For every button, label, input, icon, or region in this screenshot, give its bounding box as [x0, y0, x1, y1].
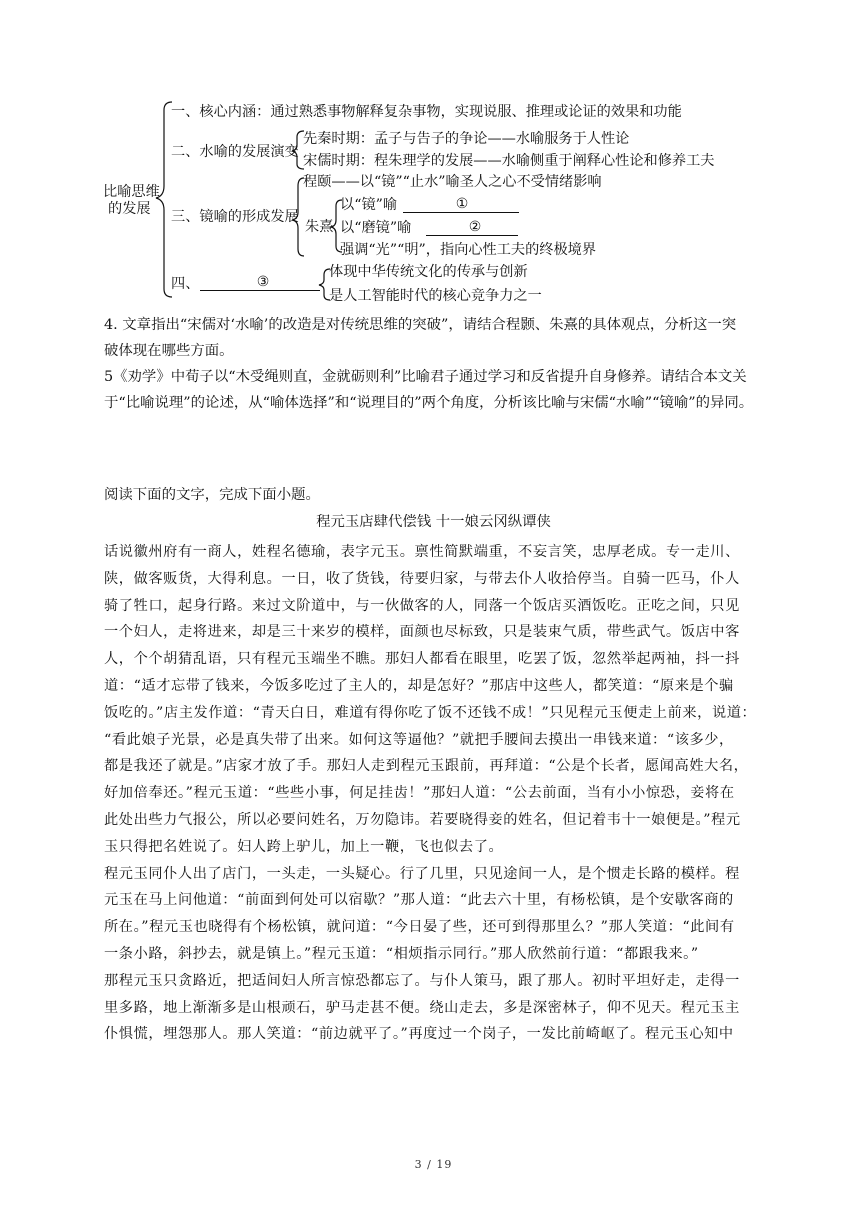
- passage-line: 话说徽州府有一商人，姓程名德瑜，表字元玉。禀性简默端重，不妄言笑，忠厚老成。专一走川、: [104, 544, 740, 560]
- question-5-line: 5《劝学》中荀子以“木受绳则直，金就砺则利”比喻君子通过学习和反省提升自身修养。请结合本文关: [104, 369, 747, 385]
- passage-line: 一条小路，斜抄去，就是镇上。”程元玉道：“相烦指示同行。”那人欣然前行道：“都跟我来。”: [104, 945, 699, 962]
- zhuxi-mirror: 以“镜”喻: [340, 197, 398, 213]
- question-4: [104, 312, 784, 364]
- blank-3-line: [200, 290, 320, 291]
- part4-ai-competitiveness: 是人工智能时代的核心竞争力之一: [329, 288, 542, 304]
- passage-line: “看此娘子光景，必是真失带了出来。如何这等逼他？”就把手腰间去摸出一串钱来道：“该多少，: [104, 731, 734, 748]
- zhuxi-polish-mirror: 以“磨镜”喻: [340, 220, 412, 236]
- page-number: 3 / 19: [414, 1158, 453, 1171]
- root-label-line1: 比喻思维: [103, 184, 160, 200]
- passage-line: 好加倍奉还。”程元玉道：“些些小事，何足挂齿！”那妇人道：“公去前面，当有小小惊恐，妾将在: [104, 785, 735, 802]
- passage-line: 玉只得把名姓说了。妇人跨上驴儿，加上一鞭，飞也似去了。: [104, 838, 504, 855]
- question-4-line: 破体现在哪些方面。: [104, 343, 234, 359]
- passage-line: 此处出些力气报公，所以必要问姓名，万勿隐讳。若要晓得妾的姓名，但记着韦十一娘便是。”程元: [104, 811, 741, 828]
- branch-mirror-metaphor: 三、镜喻的形成发展: [171, 209, 299, 225]
- root-label-line2: 的发展: [108, 201, 151, 217]
- passage-line: 程元玉同仆人出了店门，一头走，一头疑心。行了几里，只见途间一人，是个惯走长路的模样。程: [104, 865, 740, 882]
- zhuxi-light: 强调“光”“明”，指向心性工夫的终极境界: [340, 242, 597, 258]
- passage-line: 所在。”程元玉也晓得有个杨松镇，就问道：“今日晏了些，还可到得那里么？”那人笑道：“此间有: [104, 919, 735, 936]
- passage-title: 程元玉店肆代偿钱 十一娘云冈纵谭侠: [316, 514, 551, 530]
- branch-four: 四、: [171, 276, 200, 292]
- question-4-line: 4. 文章指出“宋儒对‘水喻’的改造是对传统思维的突破”，请结合程颢、朱熹的具体观点，分析这一突: [104, 317, 737, 333]
- passage-line: 那程元玉只贪路近，把适间妇人所言惊恐都忘了。与仆人策马，跟了那人。初时平坦好走，走得一: [104, 972, 740, 989]
- reading-instruction: 阅读下面的文字，完成下面小题。: [104, 487, 320, 503]
- question-5-line: 于“比喻说理”的论述，从“喻体选择”和“说理目的”两个角度，分析该比喻与宋儒“水喻”“镜喻”的异同。: [104, 395, 754, 411]
- passage-line: 骑了牲口，起身行路。来过文阶道中，与一伙做客的人，同落一个饭店买酒饭吃。正吃之间，只见: [104, 597, 740, 614]
- passage-line: 元玉在马上问他道：“前面到何处可以宿歇？”那人道：“此去六十里，有杨松镇，是个安歇客商的: [104, 892, 734, 909]
- question-5: [104, 364, 784, 416]
- branch-core-meaning: 一、核心内涵：通过熟悉事物解释复杂事物，实现说服、推理或论证的效果和功能: [171, 104, 682, 120]
- water-pre-qin: 先秦时期：孟子与告子的争论——水喻服务于人性论: [303, 131, 630, 147]
- passage-line: 里多路，地上渐渐多是山根顽石，驴马走甚不便。绕山走去，多是深密林子，仰不见天。程元玉主: [104, 999, 740, 1016]
- branch-water-metaphor: 二、水喻的发展演变: [171, 144, 299, 160]
- passage-line: 仆惧慌，埋怨那人。那人笑道：“前边就平了。”再度过一个岗子，一发比前崎岖了。程元玉心知中: [104, 1026, 734, 1043]
- passage-line: 人，个个胡猜乱语，只有程元玉端坐不瞧。那妇人都看在眼里，吃罢了饭，忽然举起两袖，抖一抖: [104, 651, 740, 668]
- passage-line: 陕，做客贩货，大得利息。一日，收了货钱，待要归家，与带去仆人收拾停当。自骑一匹马，仆人: [104, 570, 740, 587]
- water-song: 宋儒时期：程朱理学的发展——水喻侧重于阐释心性论和修养工夫: [303, 153, 715, 169]
- mirror-zhuxi-label: 朱熹: [305, 219, 334, 235]
- passage-line: 一个妇人，走将进来，却是三十来岁的模样，面颜也尽标致，只是装束气质，带些武气。饭店中客: [104, 624, 740, 641]
- passage-line: 饭吃的。”店主发作道：“青天白日，难道有得你吃了饭不还钱不成！”只见程元玉便走上前来，说道：: [104, 704, 757, 721]
- blank-1-marker: ①: [455, 196, 469, 212]
- passage-line: 道：“适才忘带了钱来，今饭多吃过了主人的，却是怎好？”那店中这些人，都笑道：“原来是个骗: [104, 677, 734, 694]
- blank-2-marker: ②: [468, 219, 482, 235]
- part4-inheritance: 体现中华传统文化的传承与创新: [329, 264, 528, 280]
- blank-3-marker: ③: [256, 274, 270, 290]
- passage-line: 都是我还了就是。”店家才放了手。那妇人走到程元玉跟前，再拜道：“公是个长者，愿闻高姓大名，: [104, 758, 749, 775]
- blank-2-line: [426, 235, 518, 236]
- passage-body: [104, 539, 764, 1048]
- blank-1-line: [403, 212, 519, 213]
- mirror-chengyi: 程颐——以“镜”“止水”喻圣人之心不受情绪影响: [303, 174, 602, 190]
